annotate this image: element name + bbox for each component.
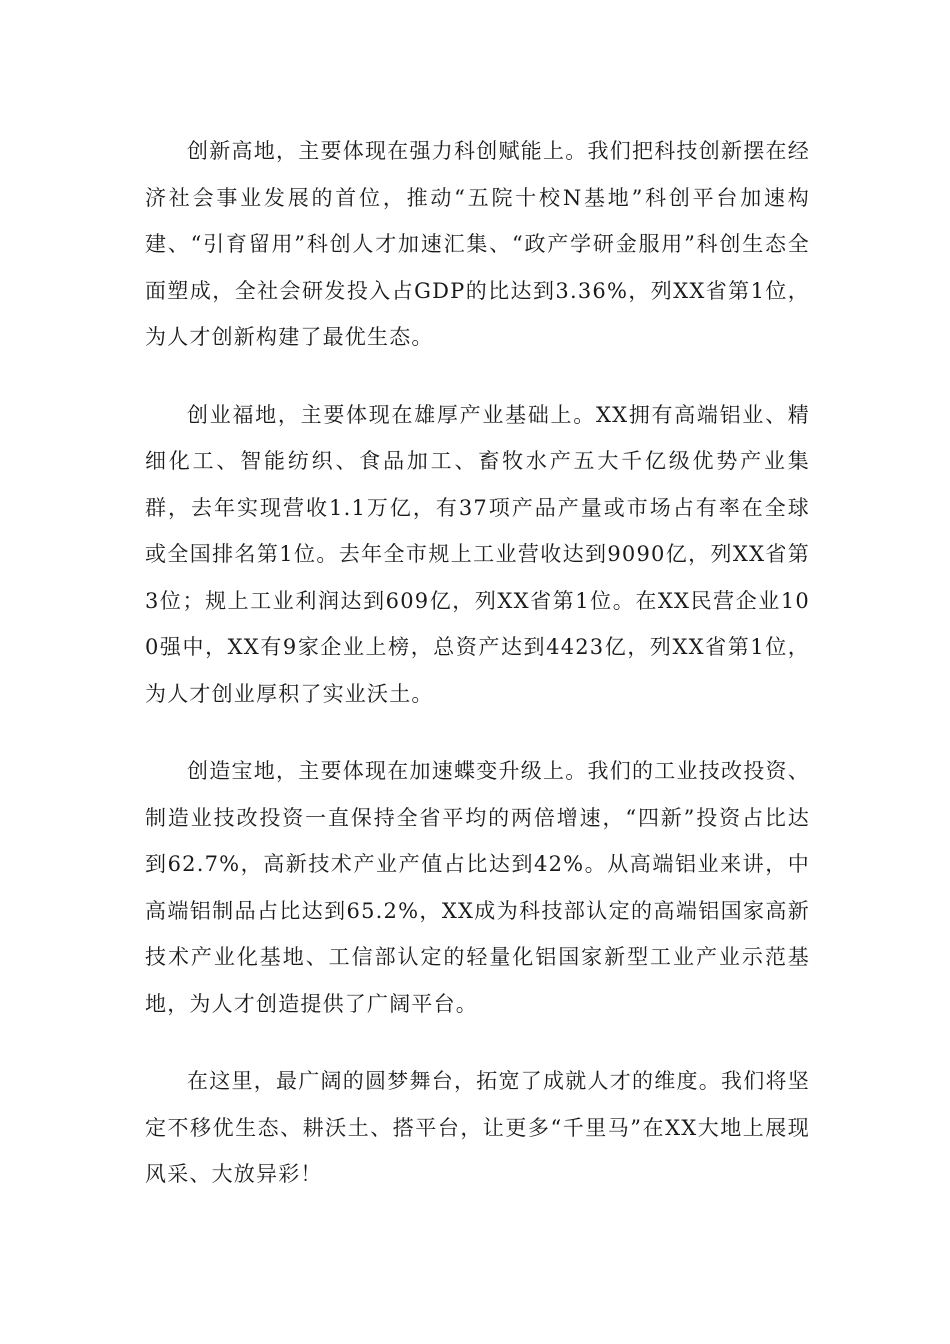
paragraph-creation-treasure-land: 创造宝地，主要体现在加速蝶变升级上。我们的工业技改投资、制造业技改投资一直保持全省平均的两倍增速，“四新”投资占比达到62.7%，高新技术产业产值占比达到42%。从高端铝业来讲，中高端铝制品占比达到65.2%，XX成为科技部认定的高端铝国家高新技术产业化基地、工信部认定的轻量化铝国家新型工业产业示范基地，为人才创造提供了广阔平台。 <box>145 759 810 1016</box>
paragraph-conclusion: 在这里，最广阔的圆梦舞台，拓宽了成就人才的维度。我们将坚定不移优生态、耕沃土、搭平台，让更多“千里马”在XX大地上展现风采、大放异彩！ <box>145 1069 810 1186</box>
paragraph-entrepreneurship-blessed-land: 创业福地，主要体现在雄厚产业基础上。XX拥有高端铝业、精细化工、智能纺织、食品加工、畜牧水产五大千亿级优势产业集群，去年实现营收1.1万亿，有37项产品产量或市场占有率在全球或全国排名第1位。去年全市规上工业营收达到9090亿，列XX省第3位；规上工业利润达到609亿，列XX省第1位。在XX民营企业100强中，XX有9家企业上榜，总资产达到4423亿，列XX省第1位，为人才创业厚积了实业沃土。 <box>145 402 810 706</box>
paragraph-innovation-highland: 创新高地，主要体现在强力科创赋能上。我们把科技创新摆在经济社会事业发展的首位，推动“五院十校N基地”科创平台加速构建、“引育留用”科创人才加速汇集、“政产学研金服用”科创生态全面塑成，全社会研发投入占GDP的比达到3.36%，列XX省第1位，为人才创新构建了最优生态。 <box>145 139 810 349</box>
document-body <box>145 128 810 1198</box>
